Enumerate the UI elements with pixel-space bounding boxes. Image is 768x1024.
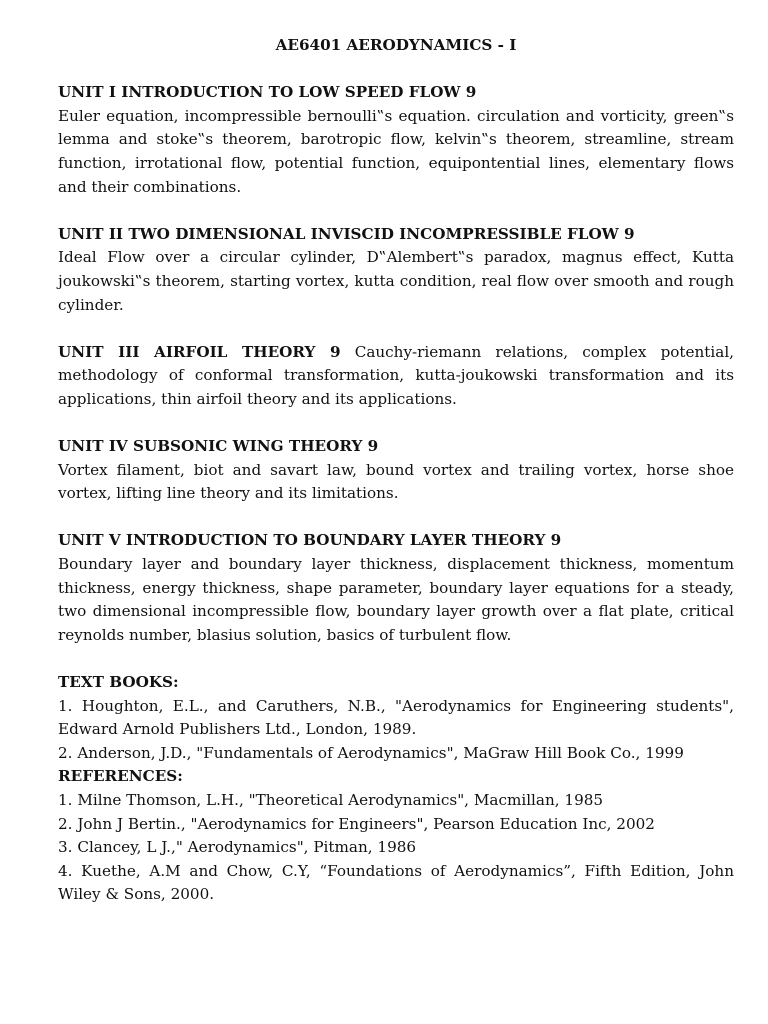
unit-3-section xyxy=(58,341,734,412)
document-title: AE6401 AERODYNAMICS - I xyxy=(275,36,517,54)
text-books-list xyxy=(58,695,734,766)
unit-4-heading: UNIT IV SUBSONIC WING THEORY 9 xyxy=(58,437,379,456)
reference-item: 2. John J Bertin., "Aerodynamics for Engineers", Pearson Education Inc, 2002 xyxy=(58,814,655,833)
reference-item: 4. Kuethe, A.M and Chow, C.Y, “Foundations of Aerodynamics”, Fifth Edition, John Wiley & Sons, 2000. xyxy=(58,861,734,904)
references-list xyxy=(58,789,734,907)
unit-5-heading: UNIT V INTRODUCTION TO BOUNDARY LAYER THEORY 9 xyxy=(58,531,562,550)
unit-2-heading: UNIT II TWO DIMENSIONAL INVISCID INCOMPRESSIBLE FLOW 9 xyxy=(58,224,635,243)
text-book-item: 2. Anderson, J.D., "Fundamentals of Aerodynamics", MaGraw Hill Book Co., 1999 xyxy=(58,743,684,762)
references-section xyxy=(58,765,734,907)
unit-2-section xyxy=(58,223,734,317)
references-label: REFERENCES: xyxy=(58,767,183,786)
unit-5-body: Boundary layer and boundary layer thickness, displacement thickness, momentum thickness, energy thickness, shape parameter, boundary layer equations for a steady, two dimensional incompressible flow, boundary layer growth over a flat plate, critical reynolds number, blasius solution, basics of turbulent flow. xyxy=(58,555,734,644)
text-books-section xyxy=(58,671,734,765)
unit-1-heading: UNIT I INTRODUCTION TO LOW SPEED FLOW 9 xyxy=(58,83,477,102)
unit-2-body: Ideal Flow over a circular cylinder, D‟Alembert‟s paradox, magnus effect, Kutta joukowski‟s theorem, starting vortex, kutta condition, real flow over smooth and rough cylinder. xyxy=(58,248,734,314)
unit-1-body: Euler equation, incompressible bernoulli‟s equation. circulation and vorticity, green‟s lemma and stoke‟s theorem, barotropic flow, kelvin‟s theorem, streamline, stream function, irrotational flow, potential function, equipontential lines, elementary flows and their combinations. xyxy=(58,106,734,196)
unit-5-section xyxy=(58,529,734,647)
unit-1-section xyxy=(58,81,734,199)
text-books-label: TEXT BOOKS: xyxy=(58,673,179,692)
reference-item: 1. Milne Thomson, L.H., "Theoretical Aerodynamics", Macmillan, 1985 xyxy=(58,791,604,809)
unit-3-body: Cauchy-riemann relations, complex potential, methodology of conformal transformation, kutta-joukowski transformation and its applications, thin airfoil theory and its applications. xyxy=(58,342,735,408)
unit-4-section xyxy=(58,435,734,506)
syllabus-page xyxy=(58,34,734,907)
unit-4-body: Vortex filament, biot and savart law, bound vortex and trailing vortex, horse shoe vortex, lifting line theory and its limitations. xyxy=(58,460,734,503)
text-book-item: 1. Houghton, E.L., and Caruthers, N.B., "Aerodynamics for Engineering students", Edward Arnold Publishers Ltd., London, 1989. xyxy=(58,696,734,739)
reference-item: 3. Clancey, L J.," Aerodynamics", Pitman, 1986 xyxy=(58,838,417,857)
unit-3-heading: UNIT III AIRFOIL THEORY 9 xyxy=(58,342,341,361)
